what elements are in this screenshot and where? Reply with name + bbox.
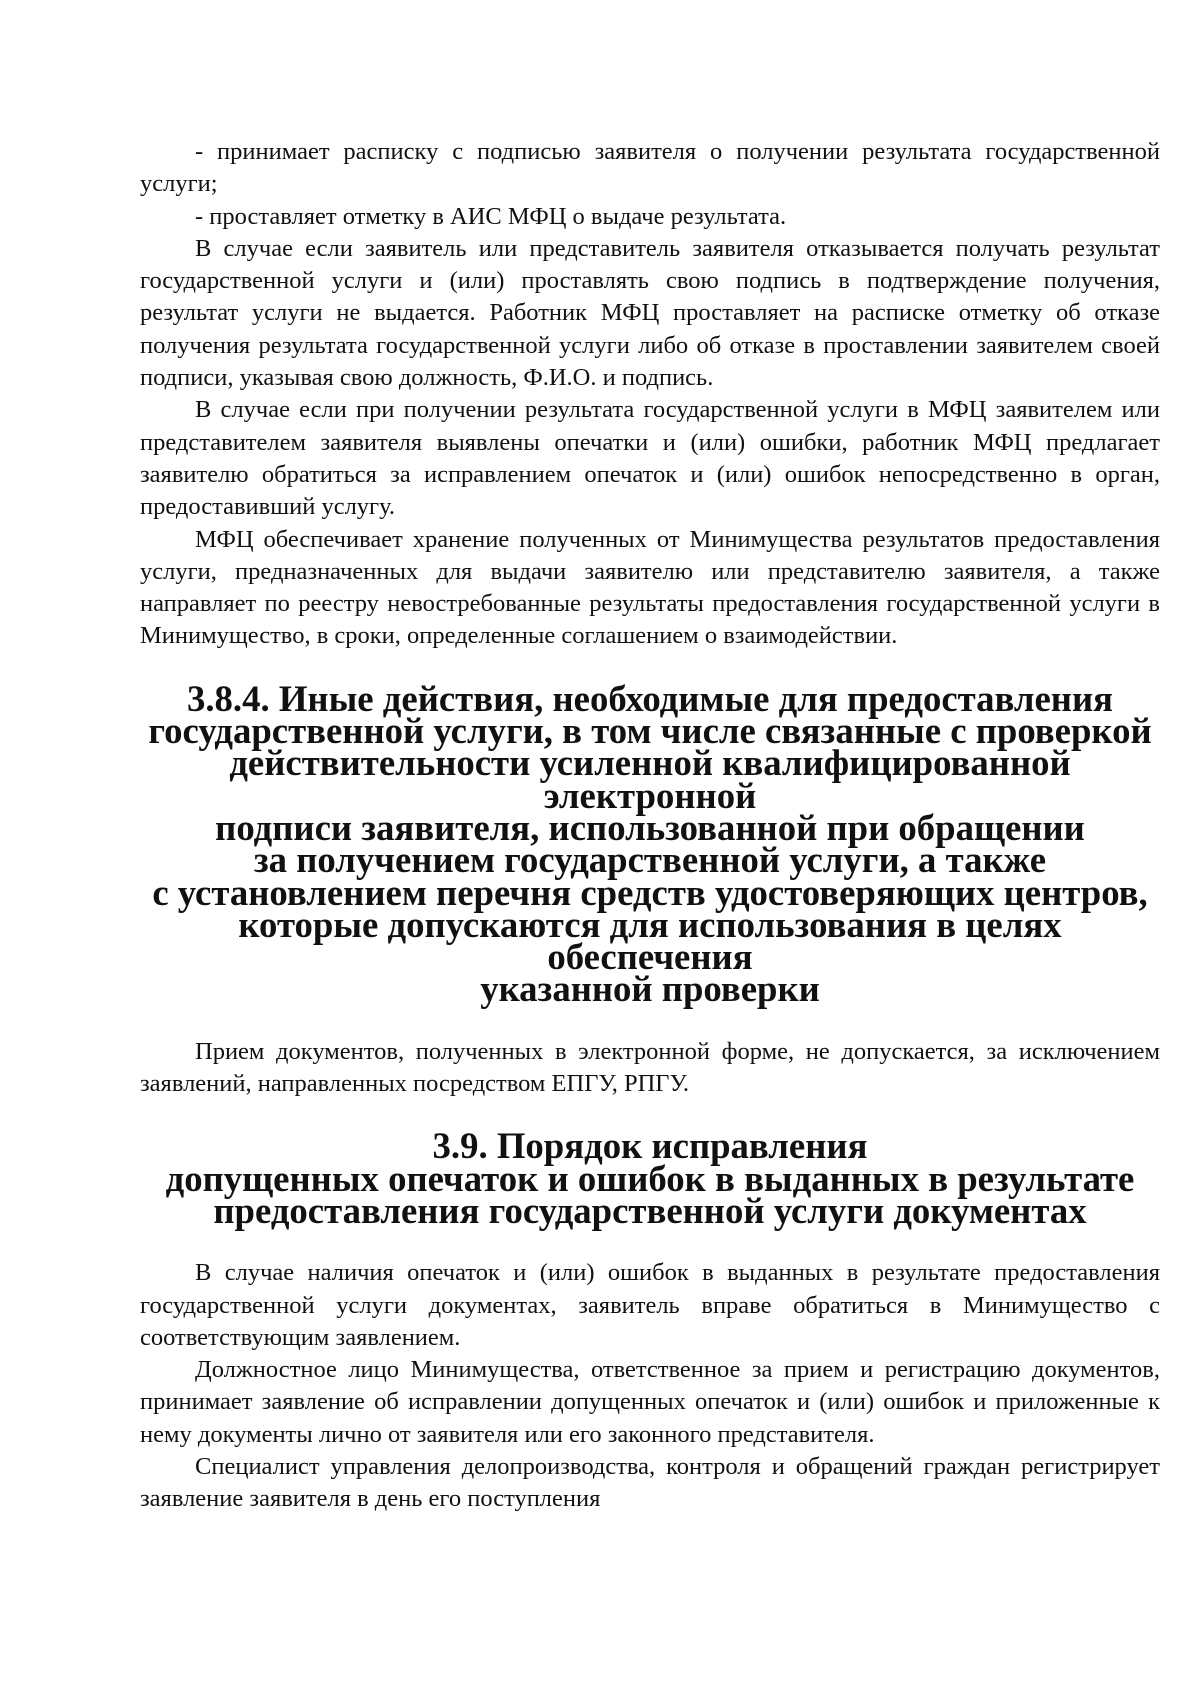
section-heading-3-9 [140,1125,1160,1231]
paragraph-typos-found: В случае если при получении результата государственной услуги в МФЦ заявителем или представителем заявителя выявлены опечатки и (или) ошибки, работник МФЦ предлагает заявителю обратиться за исправлением опечаток и (или) ошибок непосредственно в орган, предоставивший услугу. [140,396,1160,521]
heading-line: которые допускаются для использования в целях обеспечения [238,903,1062,978]
heading-line: 3.8.4. Иные действия, необходимые для предоставления [186,677,1114,719]
section-heading-3-8-4 [140,677,1160,1010]
heading-line: с установлением перечня средств удостоверяющих центров, [152,871,1148,913]
heading-line: допущенных опечаток и ошибок в выданных в результате [165,1157,1135,1199]
paragraph-mfc-storage: МФЦ обеспечивает хранение полученных от Минимущества результатов предоставления услуги, предназначенных для выдачи заявителю или представителю заявителя, а также направляет по реестру невостребованные результаты предоставления государственной услуги в Минимущество, в сроки, определенные соглашением о взаимодействии. [140,525,1160,650]
heading-line: действительности усиленной квалифицированной электронной [229,742,1071,816]
paragraph-specialist-registers: Специалист управления делопроизводства, контроля и обращений граждан регистрирует заявление заявителя в день его поступления [140,1452,1160,1513]
paragraph-ais-mark: - проставляет отметку в АИС МФЦ о выдаче результата. [195,202,787,230]
heading-line: подписи заявителя, использованной при обращении [215,806,1085,848]
document-page [140,136,1160,1516]
paragraph-electronic-docs: Прием документов, полученных в электронной форме, не допускается, за исключением заявлений, направленных посредством ЕПГУ, РПГУ. [140,1037,1160,1098]
heading-line: за получением государственной услуги, а также [253,839,1047,881]
heading-line: государственной услуги, в том числе связанные с проверкой [148,710,1152,752]
paragraph-typos-appeal: В случае наличия опечаток и (или) ошибок в выданных в результате предоставления государственной услуги документах, заявитель вправе обратиться в Минимущество с соответствующим заявлением. [140,1259,1160,1351]
paragraph-refusal: В случае если заявитель или представитель заявителя отказывается получать результат государственной услуги и (или) проставлять свою подпись в подтверждение получения, результат услуги не выдается. Работник МФЦ проставляет на расписке отметку об отказе получения результата государственной услуги либо об отказе в проставлении заявителем своей подписи, указывая свою должность, Ф.И.О. и подпись. [140,234,1160,392]
paragraph-receipt-signature: - принимает расписку с подписью заявителя о получении результата государственной услуги; [140,138,1160,198]
heading-line: указанной проверки [480,968,820,1010]
heading-line: предоставления государственной услуги документах [213,1189,1087,1231]
heading-line: 3.9. Порядок исправления [432,1125,868,1167]
paragraph-official-accepts: Должностное лицо Минимущества, ответственное за прием и регистрацию документов, принимает заявление об исправлении допущенных опечаток и (или) ошибок и приложенные к нему документы лично от заявителя или его законного представителя. [140,1356,1160,1448]
